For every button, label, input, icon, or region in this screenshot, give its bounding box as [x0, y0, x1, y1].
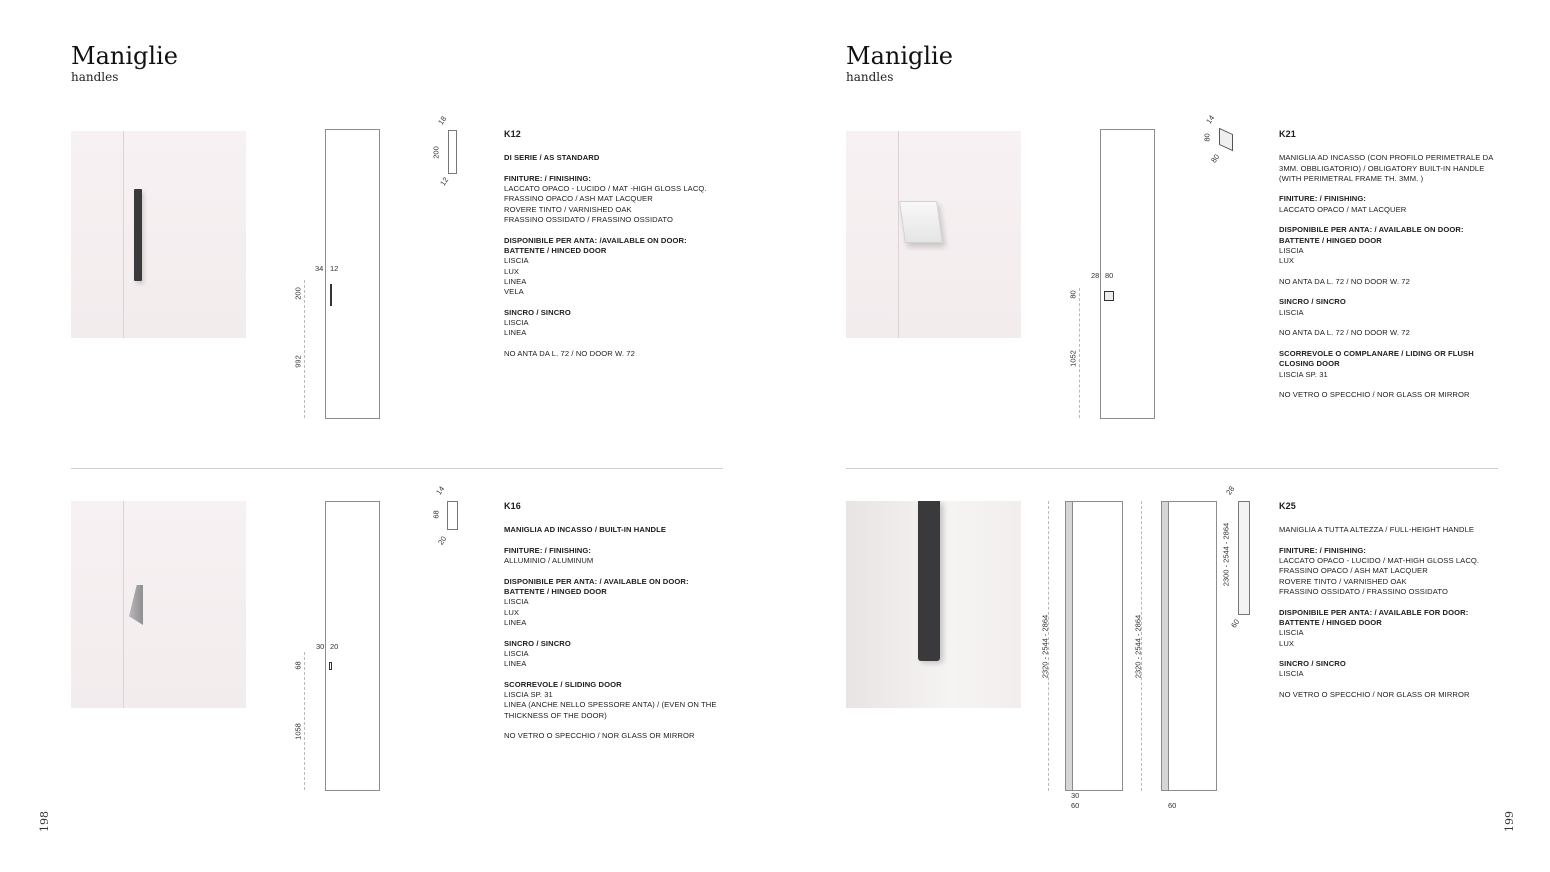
- k21-handle-mark: [1104, 291, 1114, 301]
- spec-line: [1279, 287, 1499, 297]
- spec-line: FINITURE: / FINISHING:: [504, 173, 591, 183]
- spec-line: LINEA: [504, 276, 527, 286]
- spec-line: LISCIA: [504, 318, 529, 328]
- k16-handle-image: [129, 585, 143, 625]
- left-divider: [71, 468, 723, 469]
- k16-side-height: 68: [431, 510, 441, 519]
- k25-door2-dim-b: 60: [1168, 801, 1177, 810]
- left-page-number: 198: [38, 811, 51, 832]
- spec-line: [504, 669, 724, 679]
- k16-dim-top-a: 30: [316, 642, 325, 651]
- k12-side-height: 200: [431, 146, 441, 159]
- spec-line: SCORREVOLE O COMPLANARE / LIDING OR FLUSH: [1279, 348, 1474, 358]
- spec-line: (WITH PERIMETRAL FRAME TH. 3MM. ): [1279, 173, 1424, 183]
- k25-door1-dim-b: 60: [1071, 801, 1080, 810]
- spec-line: LINEA (ANCHE NELLO SPESSORE ANTA) / (EVEN ON THE: [504, 700, 717, 710]
- k12-handle-mark: [330, 284, 332, 306]
- spec-line: LISCIA: [504, 256, 529, 266]
- k25-photo: [846, 501, 1021, 708]
- spec-line: [1279, 318, 1499, 328]
- spec-line: [504, 721, 724, 731]
- k21-spec-lines: [1279, 153, 1499, 400]
- k16-dim-base-height: 1058: [293, 723, 303, 740]
- spec-line: FRASSINO OSSIDATO / FRASSINO OSSIDATO: [1279, 587, 1448, 597]
- k12-side-profile: [448, 130, 457, 174]
- spec-line: SINCRO / SINCRO: [504, 307, 571, 317]
- spec-line: DISPONIBILE PER ANTA: /AVAILABLE ON DOOR:: [504, 235, 687, 245]
- k25-side-profile: [1238, 501, 1250, 615]
- k25-code: K25: [1279, 501, 1296, 511]
- door-seam: [123, 131, 124, 338]
- spec-line: LACCATO OPACO - LUCIDO / MAT -HIGH GLOSS LACQ.: [504, 184, 707, 194]
- spec-line: FRASSINO OPACO / ASH MAT LACQUER: [504, 194, 653, 204]
- spec-line: [1279, 536, 1499, 546]
- k12-dim-line: [304, 280, 305, 418]
- spec-line: LISCIA: [504, 597, 529, 607]
- spec-line: ROVERE TINTO / VARNISHED OAK: [504, 204, 632, 214]
- k25-spec: [1279, 501, 1499, 700]
- spec-line: BATTENTE / HINGED DOOR: [1279, 617, 1382, 627]
- k25-side-height: 2300 - 2544 - 2864: [1221, 522, 1231, 587]
- k16-dim-line: [304, 652, 305, 790]
- k21-photo: [846, 131, 1021, 338]
- spec-line: NO VETRO O SPECCHIO / NOR GLASS OR MIRROR: [1279, 390, 1470, 400]
- k16-spec: [504, 501, 724, 742]
- k25-door1-handle-strip: [1066, 502, 1073, 790]
- right-divider: [846, 468, 1498, 469]
- k25-door1-dim-a: 30: [1071, 791, 1080, 800]
- k25-door2-height: 2320 - 2544 - 2864: [1133, 614, 1143, 679]
- spec-line: FRASSINO OSSIDATO / FRASSINO OSSIDATO: [504, 215, 673, 225]
- spec-line: LUX: [504, 607, 520, 617]
- right-page-title: Maniglie: [846, 42, 953, 70]
- spec-line: LUX: [504, 266, 520, 276]
- k12-photo: [71, 131, 246, 338]
- spec-line: MANIGLIA AD INCASSO / BUILT-IN HANDLE: [504, 525, 667, 535]
- spec-line: LUX: [1279, 256, 1295, 266]
- spec-line: NO ANTA DA L. 72 / NO DOOR W. 72: [1279, 328, 1410, 338]
- k25-door1-drawing: [1065, 501, 1123, 791]
- spec-line: BATTENTE / HINCED DOOR: [504, 245, 607, 255]
- spec-line: NO VETRO O SPECCHIO / NOR GLASS OR MIRROR: [504, 731, 695, 741]
- k21-side-profile: [1219, 128, 1233, 152]
- spec-line: [504, 536, 724, 546]
- spec-line: FINITURE: / FINISHING:: [504, 545, 591, 555]
- k21-dim-top-a: 28: [1091, 271, 1100, 280]
- spec-line: DISPONIBILE PER ANTA: / AVAILABLE ON DOOR:: [504, 576, 689, 586]
- k21-spec: [1279, 129, 1499, 400]
- spec-line: [1279, 680, 1499, 690]
- spec-line: SINCRO / SINCRO: [504, 638, 571, 648]
- k16-side-depth: 20: [436, 534, 449, 547]
- k16-code: K16: [504, 501, 521, 511]
- k21-dim-top-b: 80: [1105, 271, 1114, 280]
- k16-dim-handle-height: 68: [293, 661, 303, 670]
- spec-line: LISCIA SP. 31: [504, 690, 553, 700]
- spec-line: LISCIA: [504, 648, 529, 658]
- k16-photo: [71, 501, 246, 708]
- k12-door-drawing: [325, 129, 380, 419]
- spec-line: LISCIA SP. 31: [1279, 369, 1328, 379]
- k12-dim-top-b: 12: [330, 264, 339, 273]
- spec-line: [1279, 215, 1499, 225]
- k16-handle-mark: [329, 662, 332, 670]
- k21-dim-line: [1079, 288, 1080, 418]
- k25-side-width: 28: [1224, 484, 1237, 497]
- spec-line: BATTENTE / HINGED DOOR: [1279, 235, 1382, 245]
- spec-line: [504, 339, 724, 349]
- k25-side-depth: 60: [1229, 617, 1242, 630]
- k12-side-depth: 12: [438, 175, 451, 188]
- spec-line: LACCATO OPACO - LUCIDO / MAT-HIGH GLOSS LACQ.: [1279, 556, 1480, 566]
- spec-line: 3MM. OBBLIGATORIO) / OBLIGATORY BUILT-IN HANDLE: [1279, 163, 1485, 173]
- spec-line: [1279, 267, 1499, 277]
- spec-line: [504, 566, 724, 576]
- spec-line: THICKNESS OF THE DOOR): [504, 710, 607, 720]
- door-seam: [898, 131, 899, 338]
- spec-line: ROVERE TINTO / VARNISHED OAK: [1279, 576, 1407, 586]
- spec-line: ALLUMINIO / ALUMINUM: [504, 556, 594, 566]
- spec-line: LINEA: [504, 659, 527, 669]
- spec-line: SINCRO / SINCRO: [1279, 659, 1346, 669]
- k12-dim-top-a: 34: [315, 264, 324, 273]
- spec-line: FRASSINO OPACO / ASH MAT LACQUER: [1279, 566, 1428, 576]
- spec-line: FINITURE: / FINISHING:: [1279, 194, 1366, 204]
- k25-handle-image: [918, 501, 940, 661]
- k12-handle-image: [134, 189, 142, 281]
- k12-dim-base-height: 992: [293, 355, 303, 368]
- spec-line: SINCRO / SINCRO: [1279, 297, 1346, 307]
- left-page-title: Maniglie: [71, 42, 178, 70]
- spec-line: DISPONIBILE PER ANTA: / AVAILABLE FOR DOOR:: [1279, 607, 1469, 617]
- spec-line: [504, 225, 724, 235]
- spec-line: LISCIA: [1279, 307, 1304, 317]
- spec-line: LISCIA: [1279, 628, 1304, 638]
- spec-line: [1279, 597, 1499, 607]
- spec-line: MANIGLIA AD INCASSO (CON PROFILO PERIMETRALE DA: [1279, 153, 1494, 163]
- spec-line: NO ANTA DA L. 72 / NO DOOR W. 72: [1279, 276, 1410, 286]
- k21-side-depth: 80: [1209, 152, 1222, 165]
- door-seam: [123, 501, 124, 708]
- k25-door2-drawing: [1161, 501, 1217, 791]
- spec-line: CLOSING DOOR: [1279, 359, 1340, 369]
- spec-line: DISPONIBILE PER ANTA: / AVAILABLE ON DOOR:: [1279, 225, 1464, 235]
- k21-handle-image: [899, 201, 943, 243]
- k16-dim-top-b: 20: [330, 642, 339, 651]
- spec-line: LISCIA: [1279, 245, 1304, 255]
- k21-side-width: 14: [1204, 113, 1217, 126]
- spec-line: LACCATO OPACO / MAT LACQUER: [1279, 204, 1407, 214]
- spec-line: LINEA: [504, 617, 527, 627]
- k16-side-width: 14: [434, 484, 447, 497]
- spec-line: BATTENTE / HINGED DOOR: [504, 587, 607, 597]
- k12-spec: [504, 129, 724, 359]
- k12-dim-handle-height: 200: [293, 287, 303, 300]
- k16-side-profile: [447, 501, 458, 530]
- k21-dim-handle-height: 80: [1068, 290, 1078, 299]
- k12-code: K12: [504, 129, 521, 139]
- k25-spec-lines: [1279, 525, 1499, 700]
- k12-side-width: 18: [436, 114, 449, 127]
- right-page-subtitle: handles: [846, 70, 894, 84]
- k21-side-height: 80: [1202, 133, 1212, 142]
- spec-line: FINITURE: / FINISHING:: [1279, 545, 1366, 555]
- k16-spec-lines: [504, 525, 724, 741]
- spec-line: [1279, 184, 1499, 194]
- spec-line: LINEA: [504, 328, 527, 338]
- spec-line: SCORREVOLE / SLIDING DOOR: [504, 679, 622, 689]
- k12-spec-lines: [504, 153, 724, 359]
- spec-line: LUX: [1279, 638, 1295, 648]
- spec-line: LISCIA: [1279, 669, 1304, 679]
- spec-line: MANIGLIA A TUTTA ALTEZZA / FULL-HEIGHT HANDLE: [1279, 525, 1475, 535]
- spec-line: [504, 628, 724, 638]
- spec-line: [1279, 380, 1499, 390]
- spec-line: [1279, 339, 1499, 349]
- right-page-number: 199: [1503, 811, 1516, 832]
- k21-code: K21: [1279, 129, 1296, 139]
- spec-line: NO ANTA DA L. 72 / NO DOOR W. 72: [504, 348, 635, 358]
- k25-door1-height: 2320 - 2544 - 2864: [1040, 614, 1050, 679]
- left-page-subtitle: handles: [71, 70, 119, 84]
- spec-line: [504, 297, 724, 307]
- spec-line: [504, 164, 724, 174]
- spec-line: [1279, 649, 1499, 659]
- spec-line: DI SERIE / AS STANDARD: [504, 153, 600, 163]
- k25-door2-handle-strip: [1162, 502, 1169, 790]
- spec-line: VELA: [504, 287, 524, 297]
- k21-dim-base-height: 1052: [1068, 350, 1078, 367]
- spec-line: NO VETRO O SPECCHIO / NOR GLASS OR MIRROR: [1279, 690, 1470, 700]
